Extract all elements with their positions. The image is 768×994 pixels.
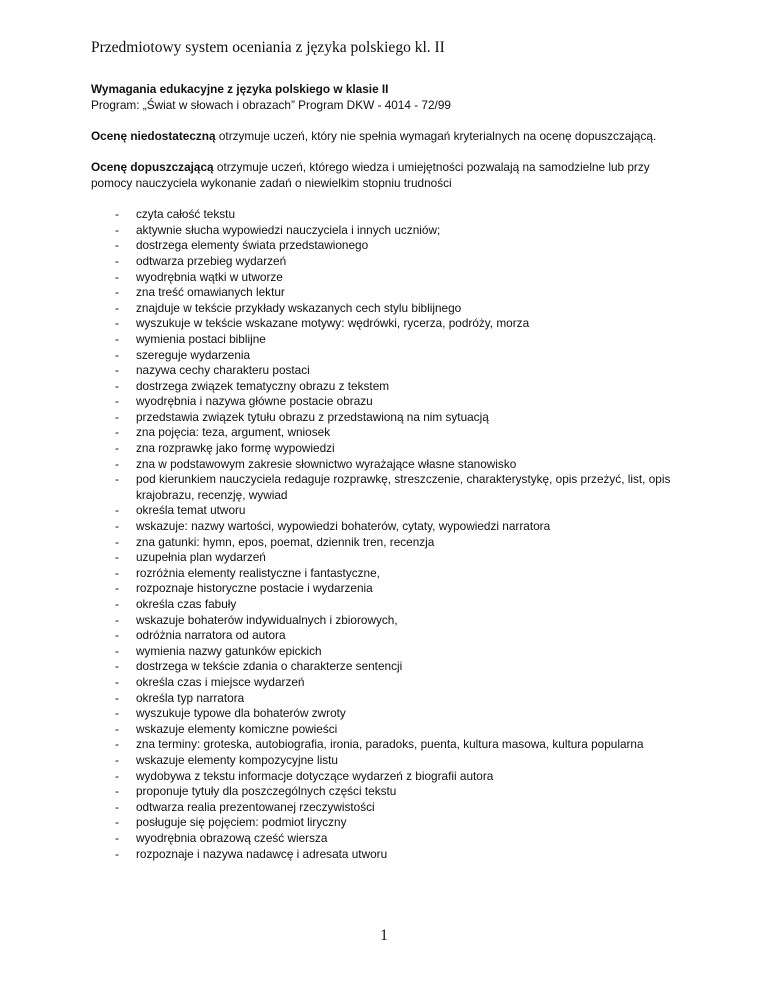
list-item [91,566,691,582]
list-marker: - [115,222,119,237]
list-item [91,550,691,566]
list-marker: - [115,612,119,627]
list-marker: - [115,285,119,300]
list-item [91,628,691,644]
list-marker: - [115,331,119,346]
list-item [91,815,691,831]
list-item [91,675,691,691]
list-item [91,363,691,379]
list-item-text: zna terminy: groteska, autobiografia, ironia, paradoks, puenta, kultura masowa, kultura popularna [136,737,644,752]
list-item-text: zna w podstawowym zakresie słownictwo wyrażające własne stanowisko [136,456,517,471]
list-marker: - [115,425,119,440]
list-marker: - [115,316,119,331]
list-marker: - [115,550,119,565]
list-marker: - [115,565,119,580]
grade-insufficient-paragraph [91,129,691,145]
list-item [91,597,691,613]
list-item [91,301,691,317]
list-item-text: wskazuje elementy komiczne powieści [136,721,338,736]
list-item [91,659,691,675]
list-item [91,394,691,410]
list-item [91,441,691,457]
list-marker: - [115,830,119,845]
list-item-text: wyodrębnia obrazową cześć wiersza [136,830,328,845]
section-heading: Wymagania edukacyjne z języka polskiego w klasie II [91,82,389,96]
list-marker: - [115,441,119,456]
list-item-text: dostrzega elementy świata przedstawionego [136,238,369,253]
list-item [91,348,691,364]
list-marker: - [115,378,119,393]
list-item-text: rozpoznaje historyczne postacie i wydarzenia [136,581,373,596]
list-marker: - [115,347,119,362]
list-item [91,457,691,473]
list-item [91,238,691,254]
list-item-text: proponuje tytuły dla poszczególnych części tekstu [136,784,397,799]
list-marker: - [115,815,119,830]
list-item [91,285,691,301]
list-item-text: rozpoznaje i nazywa nadawcę i adresata utworu [136,846,388,861]
list-item-text: aktywnie słucha wypowiedzi nauczyciela i innych uczniów; [136,222,441,237]
list-item [91,379,691,395]
list-item [91,769,691,785]
list-item-text: nazywa cechy charakteru postaci [136,363,310,378]
list-marker: - [115,253,119,268]
list-marker: - [115,300,119,315]
list-marker: - [115,784,119,799]
grade-sufficient-text: otrzymuje uczeń, którego wiedza i umiejętności pozwalają na samodzielne lub przy pomocy nauczyciela wykonanie zadań o niewielkim stopniu trudności [91,159,650,190]
list-item-text: rozróżnia elementy realistyczne i fantastyczne, [136,565,380,580]
list-item-text: wskazuje elementy kompozycyjne listu [136,752,338,767]
list-item-text: zna treść omawianych lektur [136,285,285,300]
list-marker: - [115,628,119,643]
list-marker: - [115,472,119,487]
list-marker: - [115,207,119,222]
list-item [91,535,691,551]
list-item-text: określa czas i miejsce wydarzeń [136,674,305,689]
list-marker: - [115,737,119,752]
list-item [91,800,691,816]
list-item-text: szereguje wydarzenia [136,347,251,362]
list-marker: - [115,456,119,471]
list-item-text: znajduje w tekście przykłady wskazanych cech stylu biblijnego [136,300,462,315]
program-line: Program: „Świat w słowach i obrazach” Program DKW - 4014 - 72/99 [91,97,451,112]
list-marker: - [115,597,119,611]
list-item-text: posługuje się pojęciem: podmiot liryczny [136,815,347,830]
grade-sufficient-label: Ocenę dopuszczającą [91,159,214,174]
list-item [91,784,691,800]
document-body [91,82,691,862]
list-item-text: określa typ narratora [136,690,245,705]
list-item-text: przedstawia związek tytułu obrazu z przedstawioną na nim sytuacją [136,409,489,424]
grade-insufficient-text: otrzymuje uczeń, który nie spełnia wymagań kryterialnych na ocenę dopuszczającą. [215,128,657,143]
list-item-text: wskazuje: nazwy wartości, wypowiedzi bohaterów, cytaty, wypowiedzi narratora [136,519,551,534]
list-marker: - [115,394,119,409]
list-item-text: zna rozprawkę jako formę wypowiedzi [136,441,335,456]
list-marker: - [115,643,119,658]
list-item [91,207,691,223]
list-item-text: określa czas fabuły [136,597,237,611]
list-marker: - [115,752,119,767]
list-item-text: wyszukuje typowe dla bohaterów zwroty [136,706,346,721]
grade-insufficient-label: Ocenę niedostateczną [91,128,216,143]
list-item-text: odróżnia narratora od autora [136,628,286,643]
list-item-text: czyta całość tekstu [136,207,236,222]
list-item [91,332,691,348]
list-item-text: dostrzega związek tematyczny obrazu z tekstem [136,378,390,393]
list-marker: - [115,674,119,689]
list-marker: - [115,690,119,705]
grade-sufficient-paragraph [91,160,691,191]
list-item-text: pod kierunkiem nauczyciela redaguje rozprawkę, streszczenie, charakterystykę, opis przeżyć, list, opis krajobrazu, recenzję, wywiad [136,472,671,502]
list-item [91,847,691,863]
list-marker: - [115,409,119,424]
list-marker: - [115,846,119,861]
list-item-text: odtwarza przebieg wydarzeń [136,253,287,268]
list-item [91,254,691,270]
list-item-text: wyszukuje w tekście wskazane motywy: wędrówki, rycerza, podróży, morza [136,316,530,331]
list-marker: - [115,238,119,253]
list-item-text: uzupełnia plan wydarzeń [136,550,266,565]
list-marker: - [115,363,119,378]
list-item [91,425,691,441]
page-number: 1 [380,927,388,944]
list-item [91,722,691,738]
list-item-text: zna gatunki: hymn, epos, poemat, dziennik tren, recenzja [136,534,435,549]
list-marker: - [115,768,119,783]
list-marker: - [115,721,119,736]
list-item [91,706,691,722]
list-item [91,753,691,769]
requirements-list [91,207,691,862]
list-item [91,472,691,503]
list-item-text: wymienia postaci biblijne [136,331,266,346]
list-item [91,519,691,535]
page-header: Przedmiotowy system oceniania z języka polskiego kl. II [91,39,445,56]
list-marker: - [115,659,119,674]
list-item-text: wymienia nazwy gatunków epickich [136,643,322,658]
list-item-text: wskazuje bohaterów indywidualnych i zbiorowych, [136,612,398,627]
list-item [91,503,691,519]
list-marker: - [115,799,119,814]
list-marker: - [115,269,119,284]
list-marker: - [115,534,119,549]
list-marker: - [115,581,119,596]
list-item-text: dostrzega w tekście zdania o charakterze sentencji [136,659,403,674]
list-item-text: zna pojęcia: teza, argument, wniosek [136,425,331,440]
list-item-text: wyodrębnia i nazywa główne postacie obrazu [136,394,373,409]
list-marker: - [115,503,119,518]
list-item [91,316,691,332]
list-item [91,831,691,847]
list-item [91,737,691,753]
list-item [91,270,691,286]
list-item-text: odtwarza realia prezentowanej rzeczywistości [136,799,375,814]
list-item [91,581,691,597]
list-marker: - [115,706,119,721]
list-item [91,691,691,707]
list-item [91,644,691,660]
list-item [91,223,691,239]
list-item-text: określa temat utworu [136,503,246,518]
list-marker: - [115,519,119,534]
list-item [91,410,691,426]
list-item [91,613,691,629]
list-item-text: wydobywa z tekstu informacje dotyczące wydarzeń z biografii autora [136,768,494,783]
list-item-text: wyodrębnia wątki w utworze [136,269,283,284]
